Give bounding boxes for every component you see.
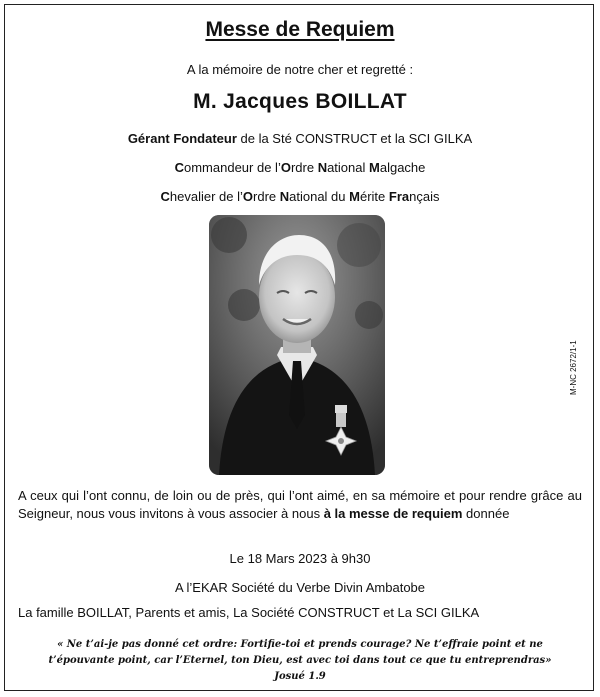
order1-initial-n: N	[317, 160, 328, 175]
order2-initial-c: C	[160, 189, 170, 204]
page-title: Messe de Requiem	[205, 18, 395, 41]
invitation-text: A ceux qui l’ont connu, de loin ou de près, qui l’ont aimé, en sa mémoire et pour rendre grâce au Seigneur, nous vous invitons à vous associer à nous	[18, 488, 582, 521]
order1-text: ational	[327, 160, 369, 175]
order1-text: algache	[379, 160, 426, 175]
order1-text: rdre	[290, 160, 318, 175]
order2-text: nçais	[409, 189, 440, 204]
order-line-1	[0, 160, 600, 175]
order2-initial-fra: Fra	[388, 189, 410, 204]
order2-text: érite	[359, 189, 389, 204]
quote-line-1: « Ne t’ai-je pas donné cet ordre: Fortifie-toi et prends courage? Ne t’effraie point et ne	[57, 639, 543, 650]
order1-initial-o: O	[280, 160, 291, 175]
intro-line: A la mémoire de notre cher et regretté :	[186, 62, 414, 77]
date-time: Le 18 Mars 2023 à 9h30	[229, 551, 371, 566]
order2-initial-n: N	[279, 189, 290, 204]
quote-line-2: t’épouvante point, car l’Eternel, ton Dieu, est avec toi dans tout ce que tu entreprendras»	[48, 655, 552, 666]
invitation-end: donnée	[462, 506, 510, 521]
bible-quote	[0, 637, 600, 685]
role-rest: de la Sté CONSTRUCT et la SCI GILKA	[236, 131, 473, 146]
reference-code: M-NC 2672/1-1	[569, 340, 578, 395]
order1-initial-c: C	[174, 160, 184, 175]
invitation-bold: à la messe de requiem	[323, 506, 463, 521]
invitation-paragraph	[18, 487, 582, 523]
role-line	[0, 131, 600, 146]
order1-initial-m: M	[369, 160, 380, 175]
deceased-name: M. Jacques BOILLAT	[193, 90, 407, 113]
order2-text: hevalier de l’	[169, 189, 243, 204]
order2-text: ational du	[289, 189, 350, 204]
order-line-2	[0, 189, 600, 204]
order2-text: rdre	[253, 189, 280, 204]
quote-reference: Josué 1.9	[274, 671, 326, 682]
location: A l’EKAR Société du Verbe Divin Ambatobe	[174, 580, 426, 595]
family-line: La famille BOILLAT, Parents et amis, La Société CONSTRUCT et La SCI GILKA	[18, 605, 480, 620]
portrait-photo	[209, 215, 385, 475]
role-bold: Gérant Fondateur	[127, 131, 237, 146]
order2-initial-m: M	[349, 189, 360, 204]
order1-text: ommandeur de l’	[184, 160, 281, 175]
order2-initial-o: O	[242, 189, 254, 204]
